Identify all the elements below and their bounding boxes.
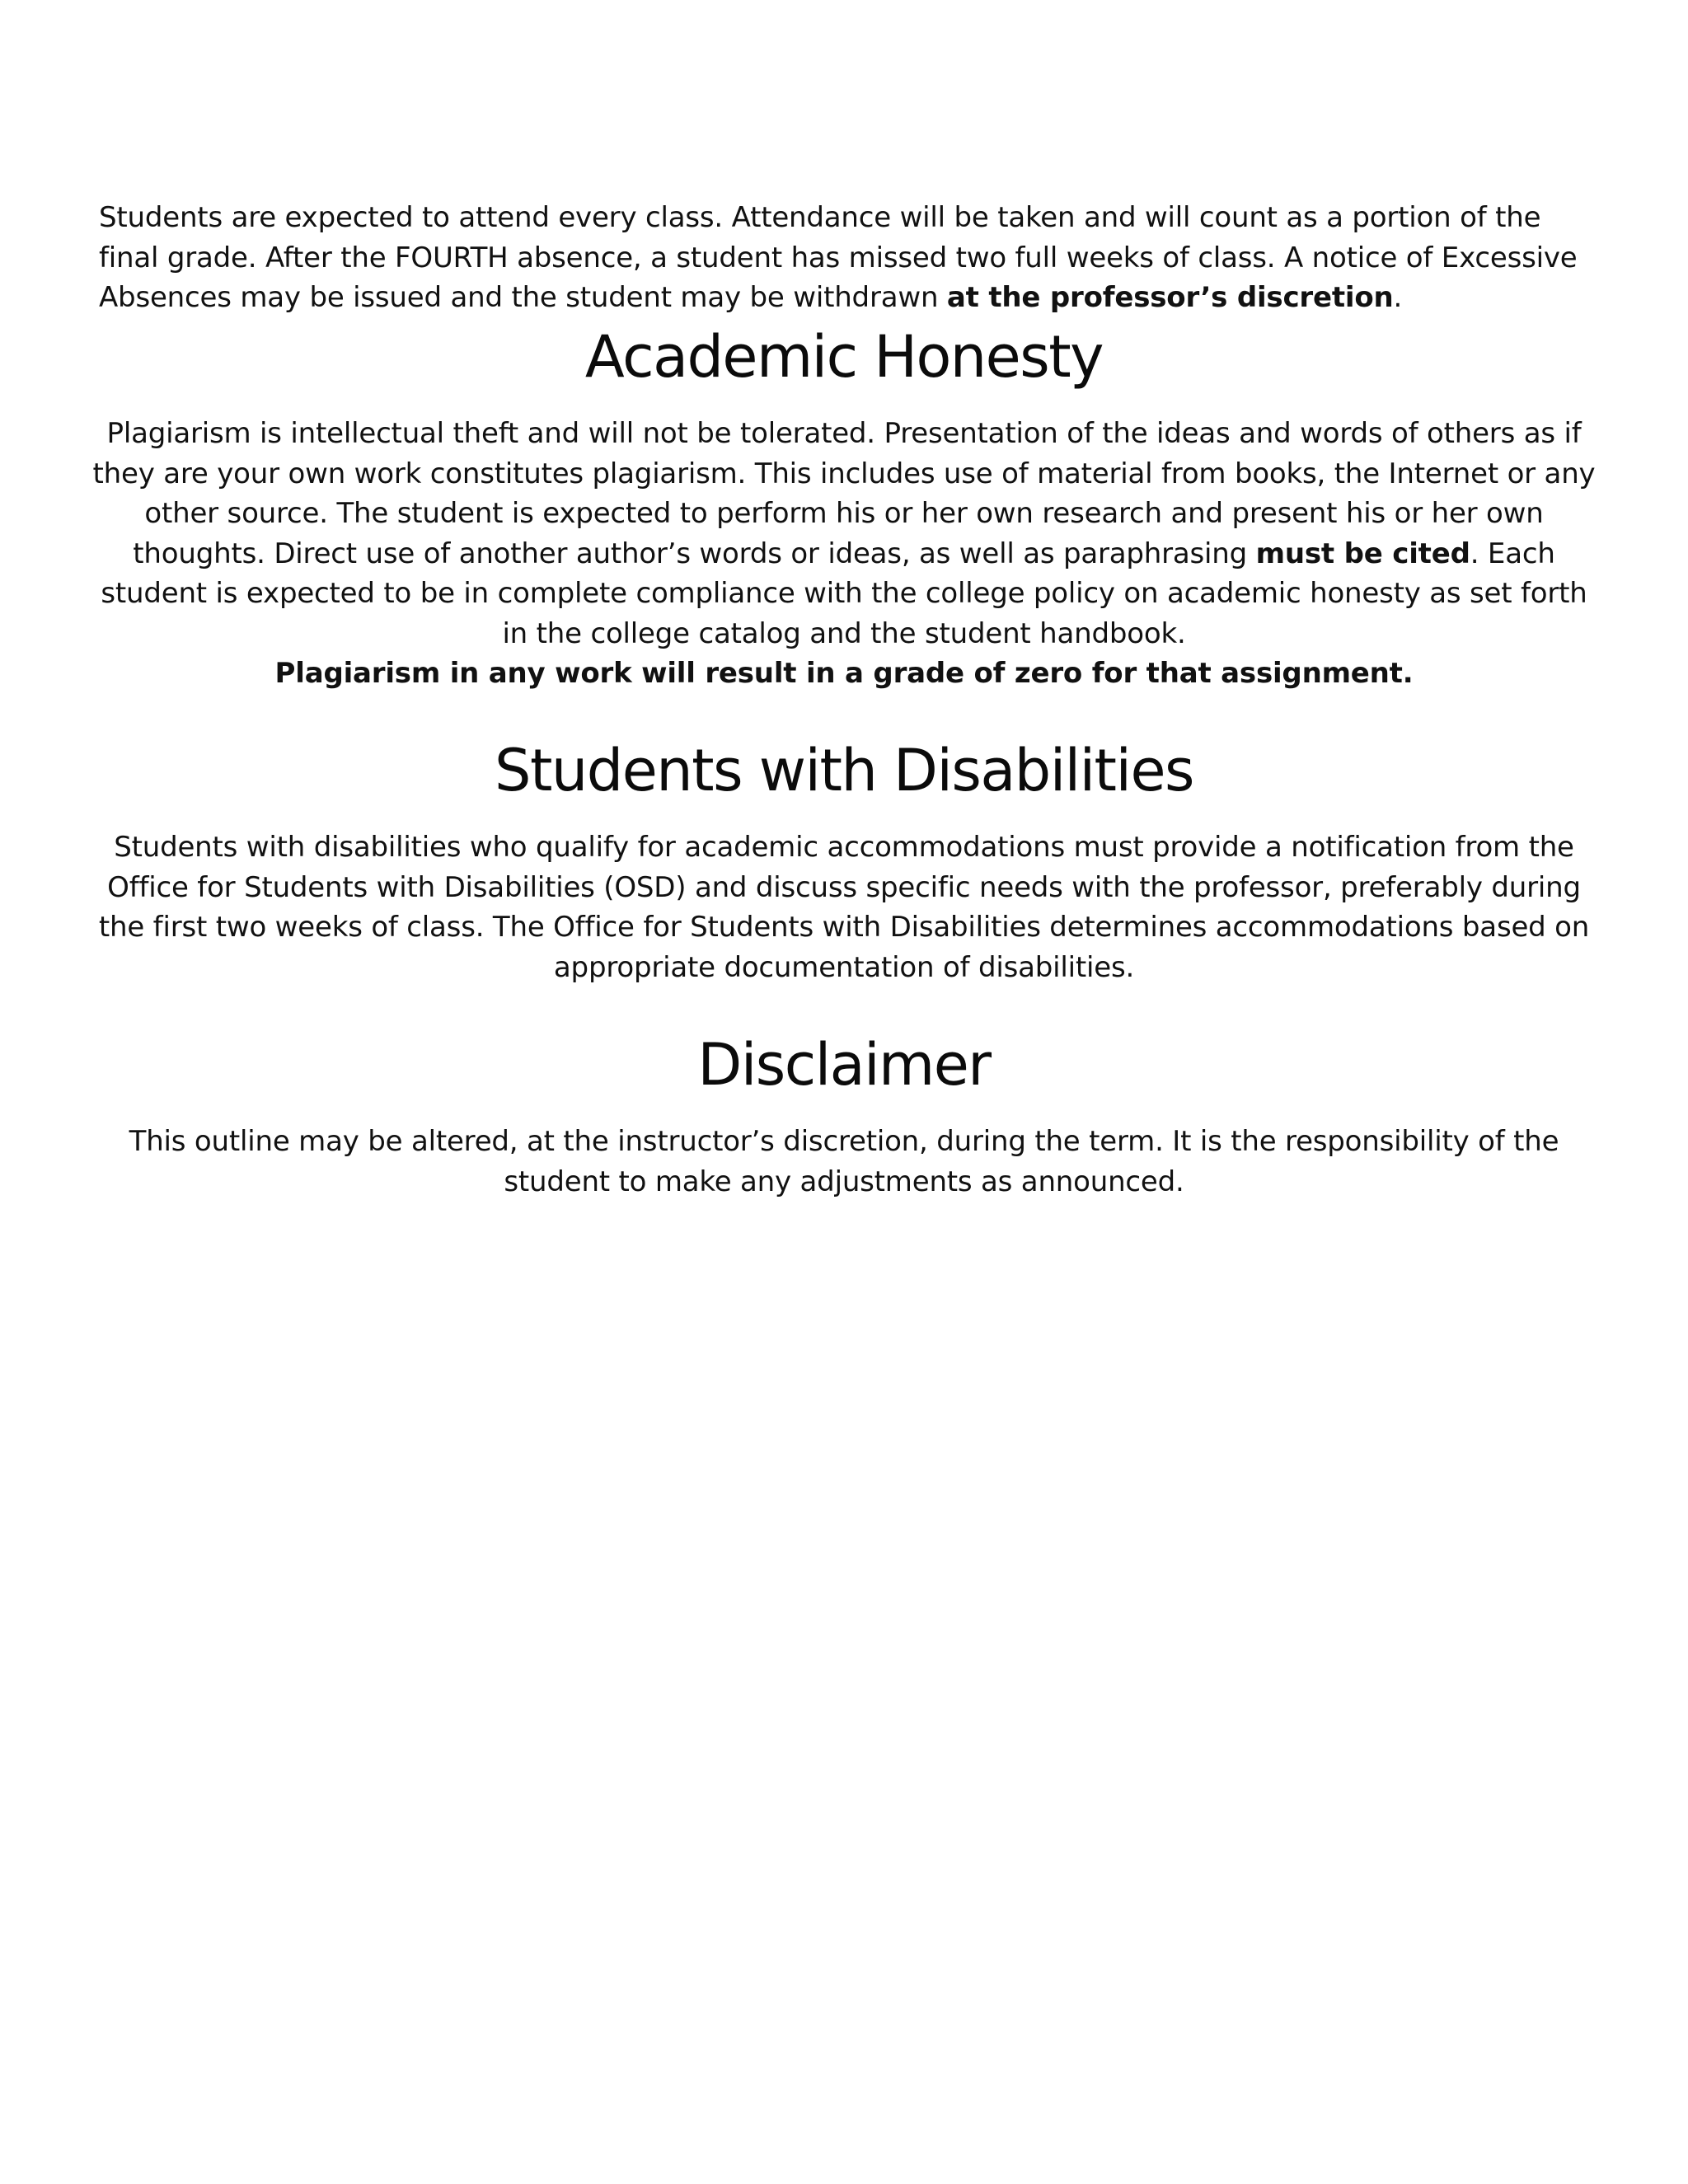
disabilities-heading: Students with Disabilities [495,737,1193,804]
academic-honesty-emphasis: must be cited [1255,537,1470,570]
plagiarism-warning-text: Plagiarism in any work will result in a grade of zero for that assignment. [274,657,1414,690]
academic-honesty-text-end: . Each student is expected to be in complete compliance with the college policy on academic honesty as set forth in the college catalog and the student handbook. [101,537,1587,650]
attendance-text-end: . [1393,281,1403,314]
disabilities-paragraph: Students with disabilities who qualify for academic accommodations must provide a notification from the Office for Students with Disabilities (OSD) and discuss specific needs with the professor, preferably during the first two weeks of class. The Office for Students with Disabilities determines accommodations based on appropriate documentation of disabilities. [98,831,1590,984]
attendance-emphasis: at the professor’s discretion [946,281,1394,314]
attendance-paragraph [99,198,1591,318]
disclaimer-heading: Disclaimer [697,1031,991,1099]
academic-honesty-heading: Academic Honesty [584,323,1104,391]
disclaimer-paragraph: This outline may be altered, at the instructor’s discretion, during the term. It is the responsibility of the student to make any adjustments as announced. [129,1125,1559,1198]
attendance-text: Students are expected to attend every class. Attendance will be taken and will count as a portion of the final grade. After the FOURTH absence, a student has missed two full weeks of class. A notice of Excessive Absences may be issued and the student may be withdrawn [99,201,1578,314]
academic-honesty-paragraph [91,414,1597,654]
plagiarism-warning [91,654,1597,694]
academic-honesty-text: Plagiarism is intellectual theft and will not be tolerated. Presentation of the ideas and words of others as if they are your own work constitutes plagiarism. This includes use of material from books, the Internet or any other source. The student is expected to perform his or her own research and present his or her own thoughts. Direct use of another author’s words or ideas, as well as paraphrasing [92,417,1596,570]
